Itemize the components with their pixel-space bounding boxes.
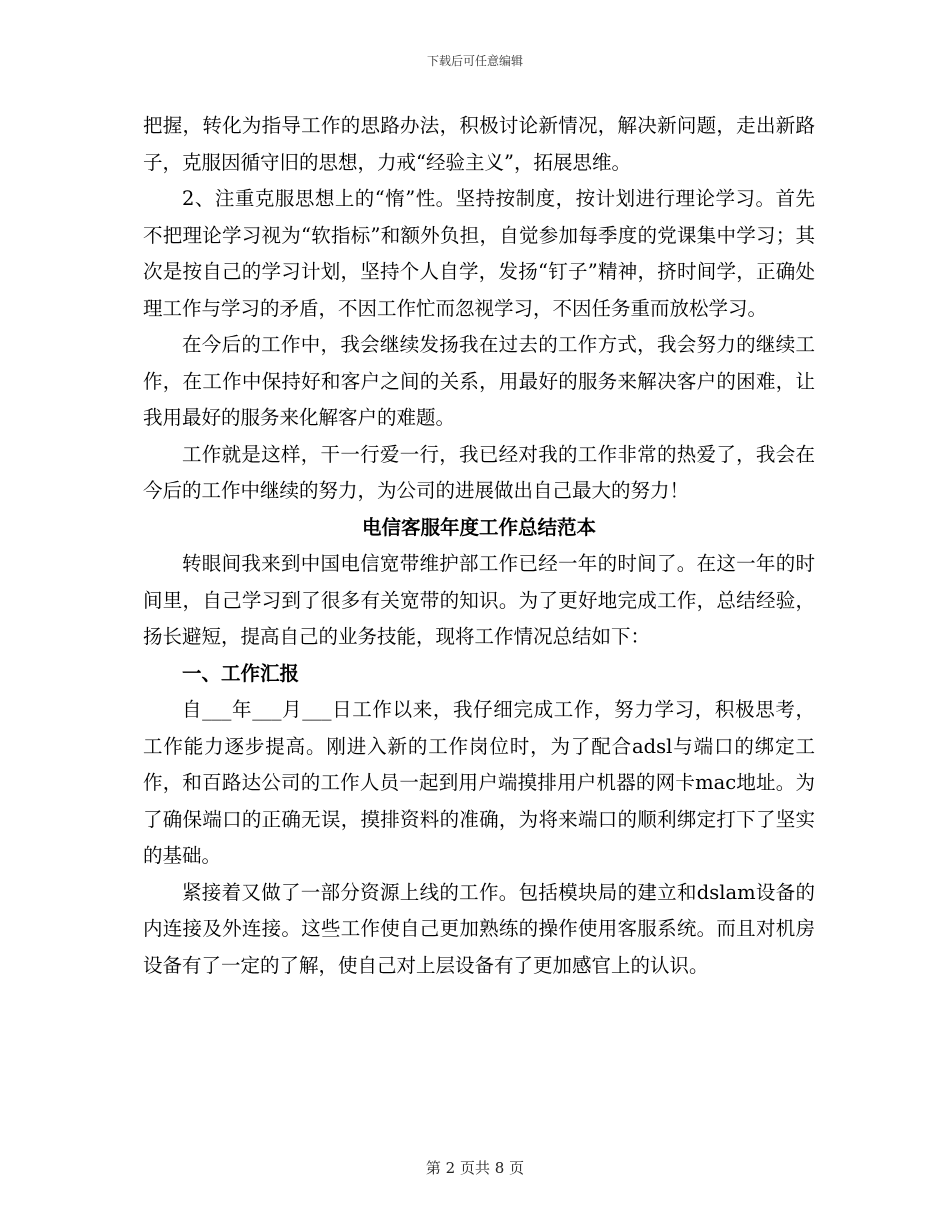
paragraph-future-work: 在今后的工作中，我会继续发扬我在过去的工作方式，我会努力的继续工作，在工作中保持好和客户之间的关系，用最好的服务来解决客户的困难，让我用最好的服务来化解客户的难题。	[143, 333, 815, 429]
paragraph-conclusion: 工作就是这样，干一行爱一行，我已经对我的工作非常的热爱了，我会在今后的工作中继续的努力，为公司的进展做出自己最大的努力！	[143, 442, 815, 502]
section-heading-work-report: 一、工作汇报	[182, 661, 300, 685]
paragraph-continuation: 把握，转化为指导工作的思路办法，积极讨论新情况，解决新问题，走出新路子，克服因循守旧的思想，力戒“经验主义”，拓展思维。	[143, 114, 815, 174]
document-title: 电信客服年度工作总结范本	[361, 515, 596, 539]
page-header: 下载后可任意编辑	[426, 54, 523, 68]
document-body	[143, 108, 815, 984]
paragraph-work-details: 自___年___月___日工作以来，我仔细完成工作，努力学习，积极思考，工作能力逐步提高。刚进入新的工作岗位时，为了配合adsl与端口的绑定工作，和百路达公司的工作人员一起到用户端摸排用户机器的网卡mac地址。为了确保端口的正确无误，摸排资料的准确，为将来端口的顺利绑定打下了坚实的基础。	[143, 698, 815, 867]
page-footer: 第 2 页共 8 页	[425, 1159, 525, 1177]
paragraph-study-inertia: 2、注重克服思想上的“惰”性。坚持按制度，按计划进行理论学习。首先不把理论学习视为“软指标”和额外负担，自觉参加每季度的党课集中学习；其次是按自己的学习计划，坚持个人自学，发扬“钉子”精神，挤时间学，正确处理工作与学习的矛盾，不因工作忙而忽视学习，不因任务重而放松学习。	[143, 187, 815, 320]
paragraph-resource-online: 紧接着又做了一部分资源上线的工作。包括模块局的建立和dslam设备的内连接及外连接。这些工作使自己更加熟练的操作使用客服系统。而且对机房设备有了一定的了解，使自己对上层设备有了更加感官上的认识。	[143, 880, 815, 977]
paragraph-intro: 转眼间我来到中国电信宽带维护部工作已经一年的时间了。在这一年的时间里，自己学习到了很多有关宽带的知识。为了更好地完成工作，总结经验，扬长避短，提高自己的业务技能，现将工作情况总结如下：	[143, 552, 815, 648]
